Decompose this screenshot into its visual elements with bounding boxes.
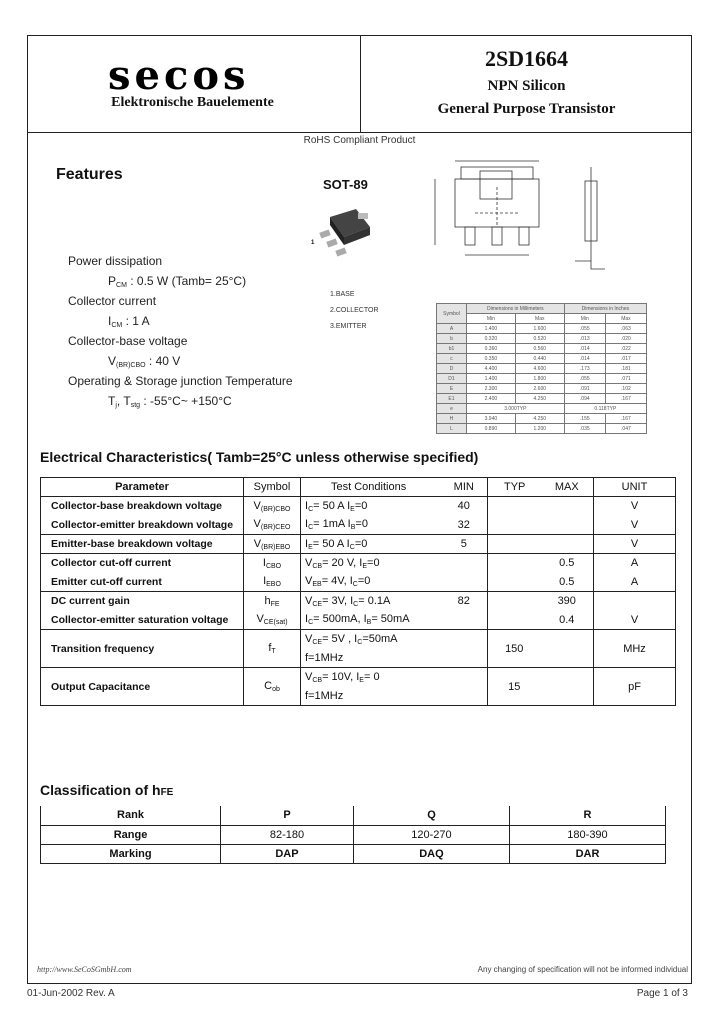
dimension-cell: 2.300	[466, 384, 515, 394]
symbol: $V_{(BR)EBO}$	[244, 535, 301, 554]
symbol: $h_{FE}$	[244, 592, 301, 611]
dimension-cell: .055	[564, 374, 605, 384]
table-row	[41, 516, 676, 535]
unit: A	[594, 573, 676, 592]
package-outline-drawing	[425, 157, 625, 277]
test-condition: $V_{CB}= 20$ V, $I_E=0$	[301, 554, 441, 573]
dimension-row	[437, 354, 647, 364]
dimension-cell: e	[437, 404, 467, 414]
classification-cell: Range	[41, 825, 221, 844]
unit: V	[594, 497, 676, 516]
dimension-cell: H	[437, 414, 467, 424]
pin-1-marker: 1	[311, 240, 315, 246]
min-value	[441, 554, 488, 573]
table-row	[41, 535, 676, 554]
dimension-cell: 0.350	[466, 354, 515, 364]
page-number: Page 1 of 3	[636, 988, 688, 999]
min-value	[441, 573, 488, 592]
company-logo: secos	[108, 52, 250, 99]
dimension-cell: 4.400	[466, 364, 515, 374]
features-title: Features	[56, 166, 123, 183]
dimension-row	[437, 334, 647, 344]
dimension-row	[437, 394, 647, 404]
typ-value	[488, 497, 541, 516]
max-value: 0.4	[559, 613, 575, 626]
dimension-cell: .022	[605, 344, 646, 354]
part-type: NPN Silicon	[487, 78, 566, 94]
dimension-cell: .063	[605, 324, 646, 334]
parameter: Emitter cut-off current	[41, 573, 244, 592]
unit: pF	[594, 668, 676, 706]
test-condition: $I_C= 500mA$, $I_B= 50mA$	[301, 611, 441, 630]
dimension-cell: 0.520	[515, 334, 564, 344]
test-condition: $V_{CE}= 3V$, $I_C= 0.1A$	[301, 592, 441, 611]
feature-label: Power dissipation	[68, 254, 163, 268]
dimension-cell: b	[437, 334, 467, 344]
dimension-cell: .035	[564, 424, 605, 434]
max-value: 0.5	[541, 554, 594, 573]
electrical-characteristics-title: Electrical Characteristics( Tamb=25°C unless otherwise specified)	[40, 449, 479, 465]
dimension-cell: 0.320	[466, 334, 515, 344]
test-condition-line2: f=1MHz	[301, 687, 441, 706]
dimension-cell: .014	[564, 344, 605, 354]
feature-value: $P_{CM}$ : 0.5 W (Tamb= 25°C)	[108, 274, 247, 289]
classification-cell: Marking	[41, 844, 221, 863]
feature-value: $I_{CM}$ : 1 A	[108, 314, 150, 329]
symbol: $f_T$	[244, 630, 301, 668]
dimension-row	[437, 384, 647, 394]
dimension-cell: .102	[605, 384, 646, 394]
pin-label: 2.COLLECTOR	[330, 307, 379, 314]
classification-cell: 82-180	[221, 825, 354, 844]
dimension-cell: 4.250	[515, 414, 564, 424]
parameter: Collector-emitter breakdown voltage	[41, 516, 244, 535]
table-row	[41, 630, 676, 649]
unit: A	[594, 554, 676, 573]
dimension-cell: .167	[605, 414, 646, 424]
table-row	[41, 592, 676, 611]
min-value	[441, 630, 488, 668]
typ-value	[488, 516, 541, 535]
parameter: Collector cut-off current	[41, 554, 244, 573]
dimension-row	[437, 344, 647, 354]
dimension-cell: 4.600	[515, 364, 564, 374]
test-condition: $I_E= 50$ A $I_C=0$	[301, 535, 441, 554]
table-row	[41, 497, 676, 516]
part-description: General Purpose Transistor	[437, 101, 616, 117]
divider	[27, 132, 692, 133]
dimension-cell: 0.360	[466, 344, 515, 354]
dimension-cell: .047	[605, 424, 646, 434]
min-value: 40	[441, 497, 488, 516]
symbol: $V_{(BR)CBO}$	[244, 497, 301, 516]
test-condition: $I_C= 1mA$ $I_B=0$	[301, 516, 441, 535]
symbol: $V_{CE(sat)}$	[244, 611, 301, 630]
parameter: DC current gain	[41, 592, 244, 611]
dimension-cell: D1	[437, 374, 467, 384]
symbol: $I_{EBO}$	[244, 573, 301, 592]
unit: V	[594, 535, 676, 554]
test-condition: $V_{CE}= 5V$ , $I_C=50mA$	[301, 630, 441, 649]
dimension-cell: .020	[605, 334, 646, 344]
dimension-cell: E	[437, 384, 467, 394]
table-row	[41, 554, 676, 573]
dimension-row	[437, 324, 647, 334]
part-number: 2SD1664	[484, 46, 569, 71]
parameter: Emitter-base breakdown voltage	[41, 535, 244, 554]
unit	[594, 592, 676, 611]
classification-cell: Q	[353, 806, 509, 825]
feature-label: Collector-base voltage	[68, 334, 188, 348]
symbol: $C_{ob}$	[244, 668, 301, 706]
min-value: 5	[441, 535, 488, 554]
test-condition: $V_{CB}= 10V$, $I_E= 0$	[301, 668, 441, 687]
max-value: 0.5	[559, 575, 575, 588]
dimension-cell: 3.940	[466, 414, 515, 424]
dimension-row	[437, 364, 647, 374]
dimension-cell: .167	[605, 394, 646, 404]
typ-value	[488, 573, 541, 592]
unit: V	[594, 516, 676, 535]
classification-row	[41, 844, 666, 863]
dimension-cell: .071	[605, 374, 646, 384]
classification-cell: 180-390	[509, 825, 665, 844]
dimension-cell: D	[437, 364, 467, 374]
dimension-cell: 1.600	[515, 324, 564, 334]
dimension-row	[437, 404, 647, 414]
typ-value: 150	[488, 630, 541, 668]
electrical-characteristics-table: Parameter Symbol Test Conditions MIN TYP MAX UNIT Collector-base breakdown voltage $V_{(BR)CBO}$ $I_C= 50$ A $I_E=0$ 40 V Collector-emitter breakdown voltage $V_{(BR)CEO}$ $I_C= 1mA$ $I_B=0$ 32 V Emitter-base breakdown voltage $V_{(BR)EBO}$ $I_E= 50$ A $I_C=0$ 5 V Collector cut-off current $I_{CBO}$ $V_{CB}= 20$ V, $I_E=0$ 0.5 A Emitter cut-off current $I_{EBO}$ $V_{EB}= 4V$, $I_C=0$ 0.5 A DC current gain $h_{FE}$ $V_{CE}= 3V$, $I_C= 0.1A$ 82 390 Collector-emitter saturation voltage $V_{CE(sat)}$ $I_C= 500mA$, $I_B= 50mA$ 0.4 V Transition frequency $f_T$ $V_{CE}= 5V$ , $I_C=50mA$ 150 MHz f=1MHz Output Capacitance $C_{ob}$ $V_{CB}= 10V$, $I_E= 0$ 15 pF f=1MHz	[40, 477, 676, 706]
feature-label: Operating & Storage junction Temperature	[68, 374, 293, 388]
feature-label: Collector current	[68, 294, 157, 308]
max-value	[541, 630, 594, 668]
dimension-cell: 4.250	[515, 394, 564, 404]
dimension-cell: .173	[564, 364, 605, 374]
min-value	[441, 611, 488, 630]
dimension-row	[437, 424, 647, 434]
typ-value	[488, 611, 541, 630]
dimension-cell: 1.400	[466, 324, 515, 334]
max-value	[541, 535, 594, 554]
revision-date: 01-Jun-2002 Rev. A	[27, 988, 115, 999]
classification-cell: P	[221, 806, 354, 825]
table-row	[41, 668, 676, 687]
dimension-cell: L	[437, 424, 467, 434]
dimension-cell: b1	[437, 344, 467, 354]
dimension-cell: E1	[437, 394, 467, 404]
rohs-note: RoHS Compliant Product	[303, 135, 416, 146]
dimension-cell: 3.000TYP	[466, 404, 564, 414]
dimension-cell: .181	[605, 364, 646, 374]
parameter: Transition frequency	[41, 630, 244, 668]
max-value	[541, 516, 594, 535]
dimension-cell: .091	[564, 384, 605, 394]
classification-cell: DAR	[509, 844, 665, 863]
dimension-cell: .094	[564, 394, 605, 404]
typ-value	[488, 535, 541, 554]
dimension-row	[437, 414, 647, 424]
spec-notice: Any changing of specification will not be informed individual	[477, 965, 688, 974]
table-row	[41, 611, 676, 630]
classification-title: Classification of hFE	[40, 782, 174, 798]
dimension-cell: A	[437, 324, 467, 334]
symbol: $V_{(BR)CEO}$	[244, 516, 301, 535]
table-row	[41, 573, 676, 592]
pin-label: 3.EMITTER	[330, 323, 367, 330]
dimension-cell: 2.600	[515, 384, 564, 394]
dimension-cell: .055	[564, 324, 605, 334]
symbol: $I_{CBO}$	[244, 554, 301, 573]
max-value	[541, 668, 594, 706]
classification-table	[40, 806, 666, 864]
typ-value: 15	[488, 668, 541, 706]
package-name: SOT-89	[323, 177, 368, 192]
dimension-cell: c	[437, 354, 467, 364]
typ-value	[488, 592, 541, 611]
unit: V	[594, 611, 676, 630]
dimensions-table: Symbol Dimensions in Millimeters Dimensions in Inches Min Max Min Max A 1.400 1.600 .055 .063 b 0.320 0.520 .013 .020 b1 0.360 0.560 .014 .022 c 0.350 0.440 .014 .017 D 4.400 4.600 .173 .181 D1 1.400 1.800 .055 .071 E 2.300 2.600 .091 .102 E1 2.400 4.250 .094 .167 e 3.000TYP 0.118TYP H 3.940 4.250 .155 .167 L 0.890 1.200 .035 .047	[436, 303, 647, 434]
dimension-cell: 2.400	[466, 394, 515, 404]
dimension-cell: 1.200	[515, 424, 564, 434]
classification-cell: R	[509, 806, 665, 825]
dimension-cell: .155	[564, 414, 605, 424]
dimension-cell: .017	[605, 354, 646, 364]
package-image	[318, 207, 378, 267]
parameter: Output Capacitance	[41, 668, 244, 706]
dimension-cell: 0.890	[466, 424, 515, 434]
test-condition: $I_C= 50$ A $I_E=0$	[301, 497, 441, 516]
min-value	[441, 668, 488, 706]
test-condition-line2: f=1MHz	[301, 649, 441, 668]
classification-cell: DAQ	[353, 844, 509, 863]
max-value: 390	[541, 592, 594, 611]
test-condition: $V_{EB}= 4V$, $I_C=0$	[301, 573, 441, 592]
typ-value	[488, 554, 541, 573]
classification-cell: DAP	[221, 844, 354, 863]
parameter: Collector-base breakdown voltage	[41, 497, 244, 516]
dimension-cell: 1.800	[515, 374, 564, 384]
dimension-cell: 0.440	[515, 354, 564, 364]
company-tagline: Elektronische Bauelemente	[111, 95, 274, 110]
min-value: 32	[457, 518, 470, 531]
dimension-cell: 0.118TYP	[564, 404, 646, 414]
dimension-cell: 0.560	[515, 344, 564, 354]
feature-value: $V_{(BR)CBO}$ : 40 V	[108, 354, 181, 369]
dimension-row	[437, 374, 647, 384]
feature-value: $T_j$, $T_{stg}$ : -55°C~ +150°C	[108, 394, 232, 409]
unit: MHz	[594, 630, 676, 668]
min-value: 82	[441, 592, 488, 611]
classification-cell: 120-270	[353, 825, 509, 844]
parameter: Collector-emitter saturation voltage	[41, 611, 244, 630]
dimension-cell: .014	[564, 354, 605, 364]
classification-row	[41, 825, 666, 844]
max-value	[541, 497, 594, 516]
pin-label: 1.BASE	[330, 291, 355, 298]
classification-cell: Rank	[41, 806, 221, 825]
website-link[interactable]: http://www.SeCoSGmbH.com	[37, 965, 132, 974]
classification-row	[41, 806, 666, 825]
dimension-cell: .013	[564, 334, 605, 344]
dimension-cell: 1.400	[466, 374, 515, 384]
